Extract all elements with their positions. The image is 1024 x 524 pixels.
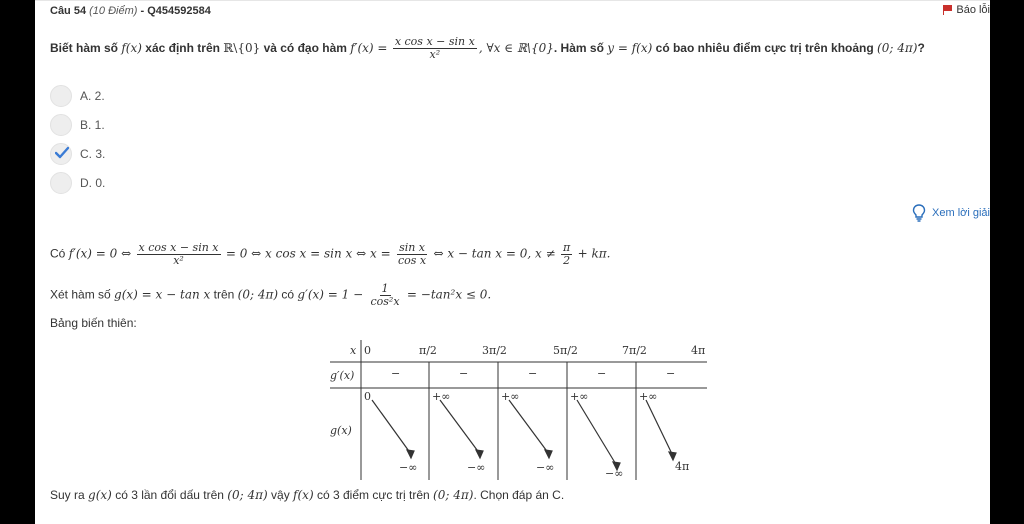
option-d-label: D. 0. — [80, 176, 106, 190]
question-points: (10 Điểm) — [89, 5, 138, 17]
option-a[interactable] — [50, 85, 105, 107]
option-d-radio[interactable] — [50, 172, 72, 194]
variation-table — [325, 340, 715, 485]
option-a-radio[interactable] — [50, 85, 72, 107]
question-page — [35, 0, 990, 524]
view-solution-button[interactable] — [912, 204, 990, 222]
table-x-value: 5π/2 — [553, 344, 578, 357]
table-sign: − — [391, 367, 401, 380]
table-sign: − — [597, 367, 607, 380]
table-sign: − — [528, 367, 538, 380]
lightbulb-icon — [912, 204, 926, 222]
view-solution-label: Xem lời giải — [932, 207, 990, 219]
option-c[interactable] — [50, 143, 105, 165]
table-x-value: 0 — [364, 344, 371, 357]
table-bottom-value: −∞ — [467, 461, 486, 474]
flag-icon — [943, 5, 953, 15]
solution-line-2: Xét hàm số g(x) = x − tan x trên (0; 4π) có g′(x) = 1 − $\frac{1}{\text{cos²x}}$ = −tan²x ≤ 0. — [50, 282, 492, 308]
table-sign: − — [459, 367, 469, 380]
table-x-label: x — [350, 344, 357, 357]
table-x-value: π/2 — [419, 344, 437, 357]
table-bottom-value: −∞ — [605, 467, 624, 480]
report-error-button[interactable] — [943, 4, 990, 16]
table-bottom-value: 4π — [675, 460, 690, 473]
table-gprime-label: g′(x) — [330, 369, 355, 382]
table-sign: − — [666, 367, 676, 380]
option-d[interactable] — [50, 172, 105, 194]
table-top-value: +∞ — [432, 390, 451, 403]
table-x-value: 7π/2 — [622, 344, 647, 357]
table-x-value: 3π/2 — [482, 344, 507, 357]
table-x-value: 4π — [691, 344, 706, 357]
table-top-value: +∞ — [501, 390, 520, 403]
table-top-value: 0 — [364, 390, 371, 403]
solution-line-1: Có f′(x) = 0 ⇔ $\frac{\text{x cos x − sin x}}{\text{x²}}$ = 0 ⇔ x cos x = sin x ⇔ x = $\frac{\text{sin x}}{\text{cos x}}$ ⇔ x − tan x = 0, x ≠ $\frac{\pi}{2}$ + kπ. — [50, 241, 611, 267]
option-b-label: B. 1. — [80, 118, 105, 132]
option-b[interactable] — [50, 114, 105, 136]
variation-table-label: Bảng biến thiên: — [50, 316, 137, 330]
table-top-value: +∞ — [570, 390, 589, 403]
option-b-radio[interactable] — [50, 114, 72, 136]
question-number: Câu 54 — [50, 5, 87, 17]
question-code: - Q454592584 — [140, 5, 211, 17]
solution-conclusion: Suy ra g(x) có 3 lần đổi dấu trên (0; 4π) vậy f(x) có 3 điểm cực trị trên (0; 4π). Chọn đáp án C. — [50, 488, 565, 502]
question-text: Biết hàm số f(x) xác định trên ℝ\{0} và có đạo hàm f′(x) = $\frac{\text{x cos x − sin x}}{\text{x²}}$ , ∀x ∈ ℝ\{0}. Hàm số y = f(x) có bao nhiêu điểm cực trị trên khoảng (0; 4π)? — [50, 35, 925, 62]
table-bottom-value: −∞ — [536, 461, 555, 474]
question-header — [50, 5, 211, 17]
report-label: Báo lỗi — [956, 4, 990, 16]
variation-table-lines — [325, 340, 715, 485]
table-bottom-value: −∞ — [399, 461, 418, 474]
option-c-label: C. 3. — [80, 147, 106, 161]
option-c-radio[interactable] — [50, 143, 72, 165]
table-top-value: +∞ — [639, 390, 658, 403]
check-icon — [55, 146, 69, 160]
table-g-label: g(x) — [330, 424, 352, 437]
option-a-label: A. 2. — [80, 89, 105, 103]
